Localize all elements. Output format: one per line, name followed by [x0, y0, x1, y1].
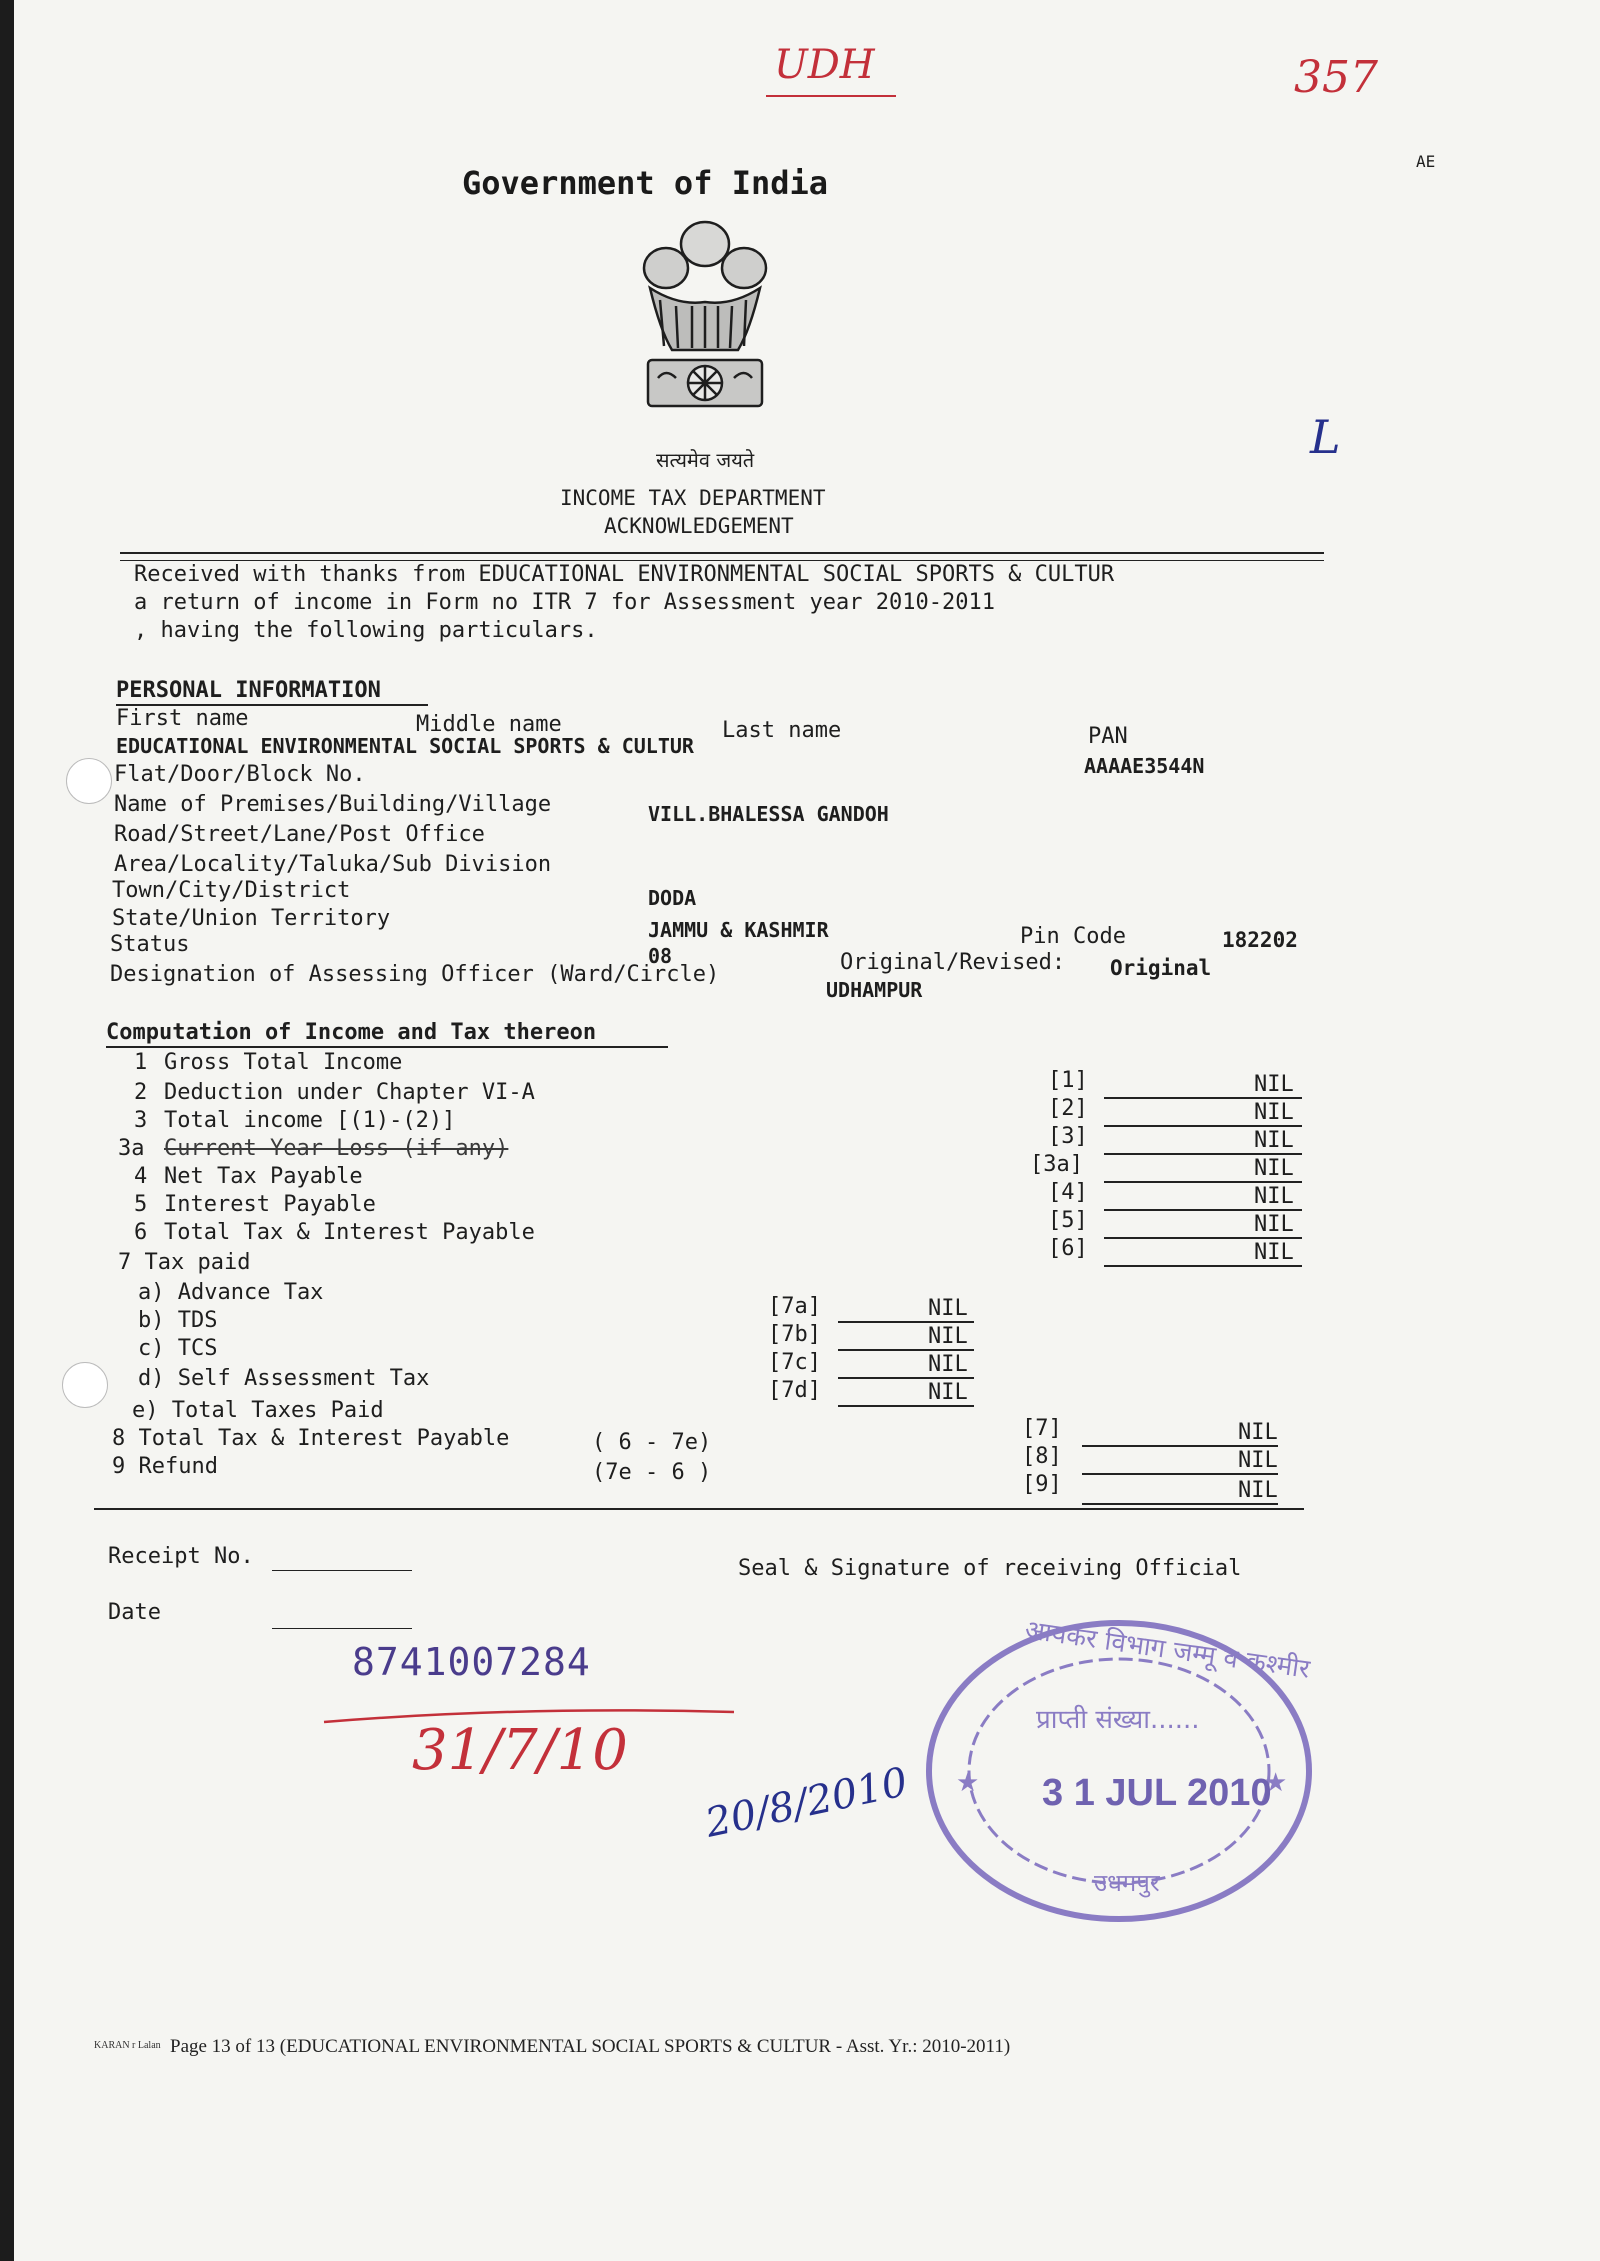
tax-paid-label: a) Advance Tax: [138, 1280, 324, 1305]
row-number: 6: [134, 1220, 148, 1245]
date-line: [272, 1628, 412, 1629]
section-heading-personal: PERSONAL INFORMATION: [116, 678, 381, 703]
row-9-formula: (7e - 6 ): [592, 1460, 712, 1485]
row-number: 2: [134, 1080, 148, 1105]
pin-code-value: 182202: [1222, 928, 1298, 952]
punch-hole: [66, 758, 112, 804]
value-line: [1104, 1209, 1302, 1211]
seal-middle-text: प्राप्ती संख्या......: [1036, 1705, 1200, 1735]
seal-bottom-text: उधमपुर: [1094, 1869, 1160, 1897]
document-type: ACKNOWLEDGEMENT: [604, 514, 794, 538]
receipt-stamp-number: 8741007284: [352, 1640, 591, 1684]
svg-text:★: ★: [956, 1768, 980, 1798]
row-9-label: 9 Refund: [112, 1454, 218, 1479]
row-label: Current Year Loss (if any): [164, 1136, 509, 1161]
value-line: [1104, 1153, 1302, 1155]
total-taxes-value: NIL: [1238, 1420, 1278, 1445]
annotation-number: 357: [1294, 52, 1378, 103]
value-line: [838, 1405, 974, 1407]
handwritten-date-blue: 20/8/2010: [701, 1759, 912, 1847]
handwritten-date-red: 31/7/10: [412, 1718, 628, 1783]
tax-paid-value: NIL: [928, 1380, 968, 1405]
row-label: Total income [(1)-(2)]: [164, 1108, 456, 1133]
tax-paid-value: NIL: [928, 1324, 968, 1349]
receipt-no-label: Receipt No.: [108, 1544, 254, 1569]
row-ref: [2]: [1048, 1096, 1088, 1121]
row-ref: [3]: [1048, 1124, 1088, 1149]
tax-paid-label: b) TDS: [138, 1308, 218, 1333]
premises-label: Name of Premises/Building/Village: [114, 792, 552, 817]
tax-paid-value: NIL: [928, 1296, 968, 1321]
divider: [120, 560, 1324, 561]
tax-paid-label: d) Self Assessment Tax: [138, 1366, 430, 1391]
pan-label: PAN: [1088, 724, 1128, 749]
value-line: [1082, 1473, 1278, 1475]
row-ref: [1]: [1048, 1068, 1088, 1093]
intro-line-3: , having the following particulars.: [134, 618, 598, 643]
row-number: 3a: [118, 1136, 145, 1161]
value-line: [838, 1321, 974, 1323]
heading-underline: [106, 1046, 668, 1048]
divider: [94, 1508, 1304, 1510]
middle-name-label: Middle name: [416, 712, 562, 737]
row-label: Deduction under Chapter VI-A: [164, 1080, 535, 1105]
row-8-ref: [8]: [1022, 1444, 1062, 1469]
row-8-value: NIL: [1238, 1448, 1278, 1473]
row-value: NIL: [1254, 1240, 1294, 1265]
row-8-label: 8 Total Tax & Interest Payable: [112, 1426, 510, 1451]
row-number: 4: [134, 1164, 148, 1189]
value-line: [838, 1377, 974, 1379]
row-ref: [6]: [1048, 1236, 1088, 1261]
seal-top-text: आयकर विभाग जम्मू व कश्मीर: [1023, 1615, 1312, 1685]
tax-paid-ref: [7a]: [768, 1294, 821, 1319]
road-label: Road/Street/Lane/Post Office: [114, 822, 485, 847]
row-label: Gross Total Income: [164, 1050, 403, 1075]
flat-label: Flat/Door/Block No.: [114, 762, 366, 787]
document-page: [14, 0, 1600, 2261]
row-value: NIL: [1254, 1072, 1294, 1097]
row-ref: [4]: [1048, 1180, 1088, 1205]
row-8-formula: ( 6 - 7e): [592, 1430, 712, 1455]
row-9-ref: [9]: [1022, 1472, 1062, 1497]
row-value: NIL: [1254, 1128, 1294, 1153]
state-value: JAMMU & KASHMIR: [648, 918, 829, 942]
date-label: Date: [108, 1600, 161, 1625]
value-line: [1104, 1181, 1302, 1183]
annotation-underline: [766, 95, 896, 97]
divider: [120, 552, 1324, 554]
footer-page-info: Page 13 of 13 (EDUCATIONAL ENVIRONMENTAL SOCIAL SPORTS & CULTUR - Asst. Yr.: 2010-2011): [170, 2036, 1011, 2057]
row-number: 5: [134, 1192, 148, 1217]
seal-signature-label: Seal & Signature of receiving Official: [738, 1556, 1242, 1581]
tax-paid-label: c) TCS: [138, 1336, 218, 1361]
row-value: NIL: [1254, 1212, 1294, 1237]
row-number: 1: [134, 1050, 148, 1075]
assessing-officer-value: UDHAMPUR: [826, 978, 923, 1002]
value-line: [1082, 1445, 1278, 1447]
emblem-motto: सत्यमेव जयते: [656, 448, 755, 472]
intro-line-2: a return of income in Form no ITR 7 for Assessment year 2010-2011: [134, 590, 995, 615]
tax-paid-ref: [7c]: [768, 1350, 821, 1375]
punch-hole: [62, 1362, 108, 1408]
total-taxes-label: e) Total Taxes Paid: [132, 1398, 384, 1423]
last-name-label: Last name: [722, 718, 842, 743]
value-line: [1104, 1265, 1302, 1267]
premises-value: VILL.BHALESSA GANDOH: [648, 802, 889, 826]
page-title: Government of India: [462, 164, 829, 202]
annotation-corner: AE: [1416, 152, 1436, 171]
row-value: NIL: [1254, 1184, 1294, 1209]
status-label: Status: [110, 932, 190, 957]
row-label: Net Tax Payable: [164, 1164, 363, 1189]
pin-code-label: Pin Code: [1020, 924, 1126, 949]
annotation-udh: UDH: [774, 42, 875, 88]
name-value: EDUCATIONAL ENVIRONMENTAL SOCIAL SPORTS & CULTUR: [116, 734, 694, 758]
row-9-value: NIL: [1238, 1478, 1278, 1503]
section-heading-computation: Computation of Income and Tax thereon: [106, 1020, 597, 1045]
tax-paid-ref: [7d]: [768, 1378, 821, 1403]
status-value: 08: [648, 944, 673, 968]
ashoka-emblem-icon: [620, 210, 790, 450]
row-value: NIL: [1254, 1100, 1294, 1125]
tax-paid-ref: [7b]: [768, 1322, 821, 1347]
value-line: [1082, 1503, 1278, 1505]
area-label: Area/Locality/Taluka/Sub Division: [114, 852, 552, 877]
row-label: Total Tax & Interest Payable: [164, 1220, 535, 1245]
row-ref: [3a]: [1030, 1152, 1083, 1177]
pan-value: AAAAE3544N: [1084, 754, 1205, 778]
town-label: Town/City/District: [112, 878, 351, 903]
total-taxes-ref: [7]: [1022, 1416, 1062, 1441]
seal-date: 3 1 JUL 2010: [1042, 1772, 1272, 1814]
row-number: 3: [134, 1108, 148, 1133]
tax-paid-value: NIL: [928, 1352, 968, 1377]
annotation-mark: L: [1310, 410, 1341, 464]
row-value: NIL: [1254, 1156, 1294, 1181]
tax-paid-label: 7 Tax paid: [118, 1250, 251, 1275]
value-line: [1104, 1237, 1302, 1239]
first-name-label: First name: [116, 706, 249, 731]
intro-line-1: Received with thanks from EDUCATIONAL ENVIRONMENTAL SOCIAL SPORTS & CULTUR: [134, 562, 1115, 587]
receipt-no-line: [272, 1570, 412, 1571]
value-line: [1104, 1125, 1302, 1127]
town-value: DODA: [648, 886, 697, 910]
svg-text:★: ★: [1264, 1768, 1288, 1798]
row-ref: [5]: [1048, 1208, 1088, 1233]
state-label: State/Union Territory: [112, 906, 391, 931]
footer-maker: KARAN r Lalan: [94, 2040, 161, 2051]
value-line: [838, 1349, 974, 1351]
original-revised-label: Original/Revised:: [840, 950, 1066, 975]
department-name: INCOME TAX DEPARTMENT: [560, 486, 826, 510]
original-revised-value: Original: [1110, 956, 1212, 980]
row-label: Interest Payable: [164, 1192, 376, 1217]
assessing-officer-label: Designation of Assessing Officer (Ward/Circle): [110, 962, 720, 987]
value-line: [1104, 1097, 1302, 1099]
